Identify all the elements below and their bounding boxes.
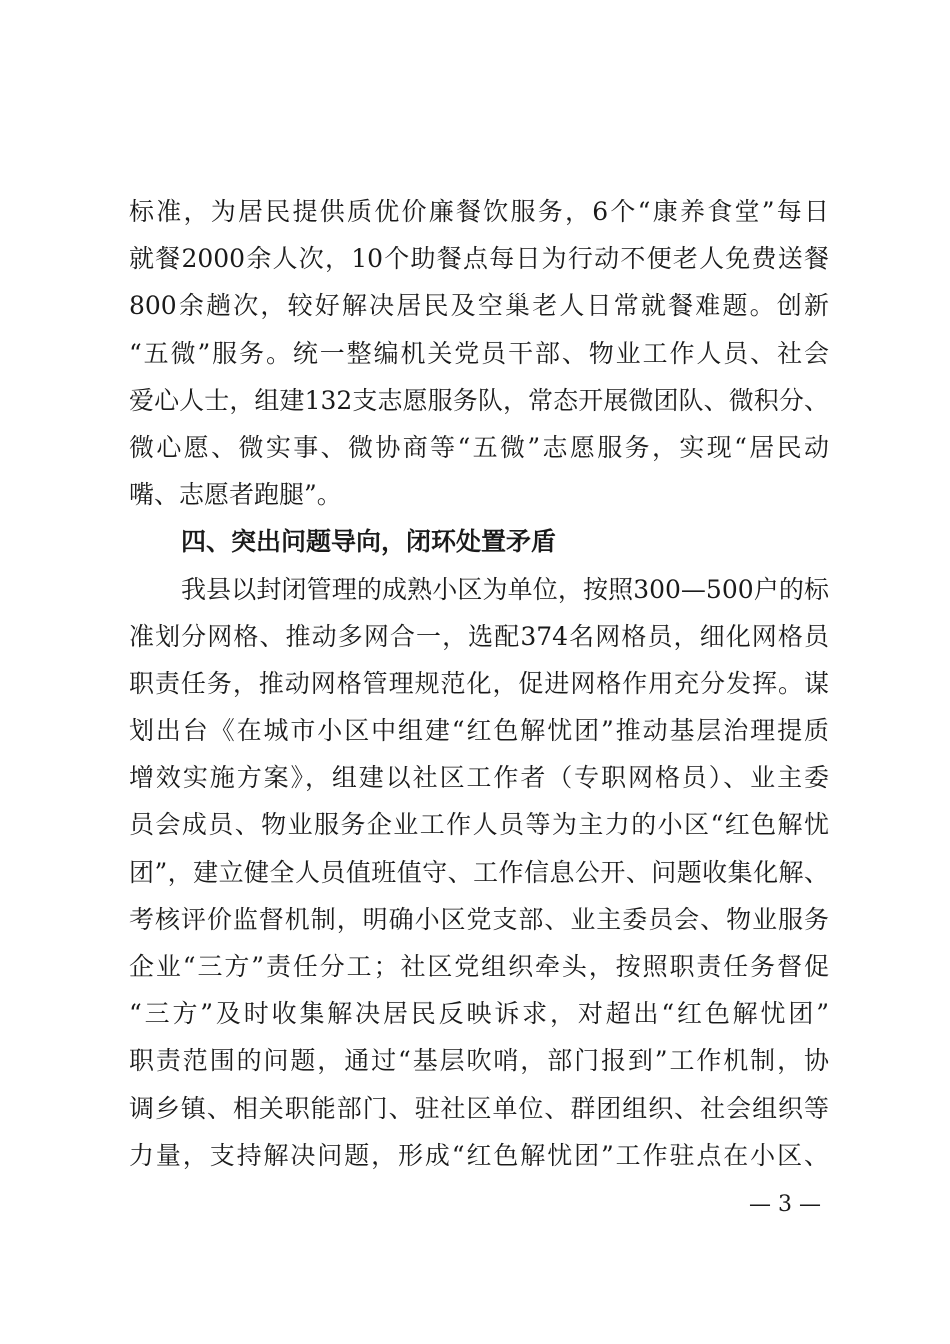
text-line: 爱心人士，组建132支志愿服务队，常态开展微团队、微积分、 bbox=[129, 385, 829, 415]
text-line: “三方”及时收集解决居民反映诉求，对超出“红色解忧团” bbox=[129, 999, 829, 1029]
text-line: 划出台《在城市小区中组建“红色解忧团”推动基层治理提质 bbox=[129, 716, 829, 746]
text-line: 准划分网格、推动多网合一，选配374名网格员，细化网格员 bbox=[129, 621, 829, 651]
text-line: 增效实施方案》，组建以社区工作者（专职网格员）、业主委 bbox=[129, 763, 829, 793]
text-line: 考核评价监督机制，明确小区党支部、业主委员会、物业服务 bbox=[129, 904, 829, 934]
text-line: 调乡镇、相关职能部门、驻社区单位、群团组织、社会组织等 bbox=[129, 1093, 829, 1123]
section-heading: 四、突出问题导向，闭环处置矛盾 bbox=[181, 527, 557, 557]
text-line: 企业“三方”责任分工；社区党组织牵头，按照职责任务督促 bbox=[129, 952, 829, 981]
body-text bbox=[129, 188, 829, 1179]
text-line: 力量，支持解决问题，形成“红色解忧团”工作驻点在小区、 bbox=[129, 1140, 829, 1170]
text-line: “五微”服务。统一整编机关党员干部、物业工作人员、社会 bbox=[129, 338, 829, 368]
text-line: 就餐2000余人次，10个助餐点每日为行动不便老人免费送餐 bbox=[129, 244, 829, 274]
text-line: 标准，为居民提供质优价廉餐饮服务，6个“康养食堂”每日 bbox=[129, 197, 829, 226]
text-line: 员会成员、物业服务企业工作人员等为主力的小区“红色解忧 bbox=[129, 810, 829, 840]
text-line: 嘴、志愿者跑腿”。 bbox=[129, 480, 342, 510]
text-line: 800余趟次，较好解决居民及空巢老人日常就餐难题。创新 bbox=[129, 291, 829, 321]
page-number: — 3 — bbox=[749, 1192, 821, 1217]
text-line: 职责范围的问题，通过“基层吹哨，部门报到”工作机制，协 bbox=[129, 1046, 829, 1076]
text-line: 职责任务，推动网格管理规范化，促进网格作用充分发挥。谋 bbox=[129, 668, 829, 698]
text-line: 微心愿、微实事、微协商等“五微”志愿服务，实现“居民动 bbox=[129, 432, 829, 462]
text-line: 我县以封闭管理的成熟小区为单位，按照300—500户的标 bbox=[181, 574, 829, 604]
text-line: 团”，建立健全人员值班值守、工作信息公开、问题收集化解、 bbox=[129, 857, 829, 887]
